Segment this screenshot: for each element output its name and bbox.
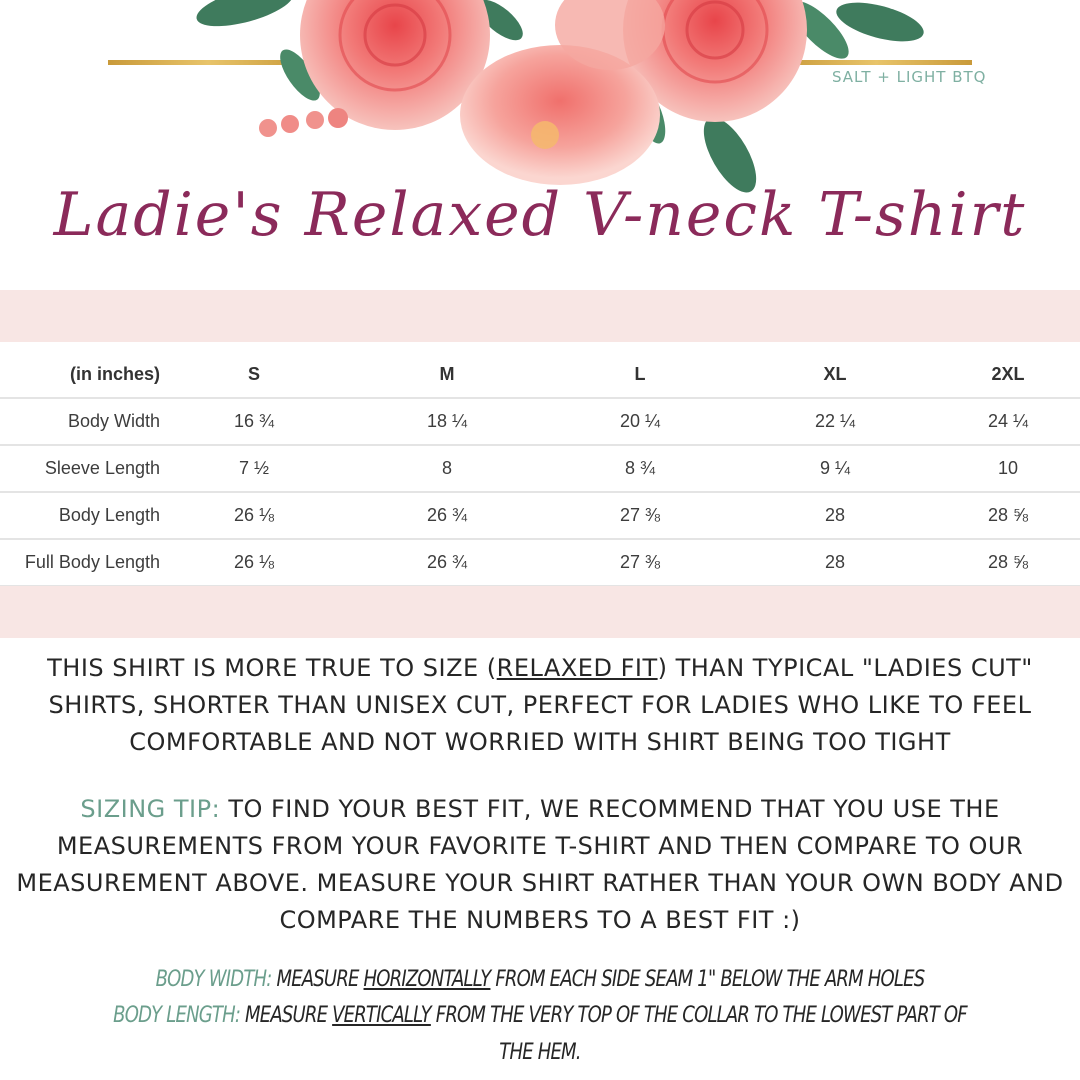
header-unit: (in inches)	[0, 352, 160, 398]
body-width-pre: MEASURE	[271, 967, 364, 992]
cell-value: 20 ¼	[546, 398, 734, 445]
header-size-xl: XL	[734, 352, 936, 398]
cell-value: 26 ¾	[348, 492, 546, 539]
rose-bouquet-illustration	[0, 0, 1080, 200]
cell-value: 18 ¼	[348, 398, 546, 445]
table-row	[0, 398, 1080, 445]
header-size-s: S	[160, 352, 348, 398]
page-title: Ladie's Relaxed V-neck T-shirt	[53, 180, 1027, 250]
cell-value: 24 ¼	[936, 398, 1080, 445]
size-chart-table	[0, 352, 1080, 587]
sizing-tip	[0, 791, 1080, 939]
cell-value: 27 ⅜	[546, 539, 734, 586]
body-width-label: BODY WIDTH:	[155, 967, 272, 992]
brand-name: SALT + LIGHT BTQ	[832, 68, 987, 86]
cell-value: 26 ⅛	[160, 539, 348, 586]
body-width-instruction	[97, 961, 983, 998]
body-length-underlined: VERTICALLY	[332, 1003, 431, 1028]
row-label: Body Width	[0, 398, 160, 445]
fit-note-text-before: THIS SHIRT IS MORE TRUE TO SIZE (	[47, 654, 497, 682]
header-floral	[0, 0, 1080, 290]
cell-value: 28 ⅝	[936, 492, 1080, 539]
table-header-row	[0, 352, 1080, 398]
body-length-label: BODY LENGTH:	[113, 1003, 241, 1028]
cell-value: 28	[734, 492, 936, 539]
body-length-post: FROM THE VERY TOP OF THE COLLAR TO THE LOWEST PART OF THE HEM.	[430, 1003, 967, 1065]
body-length-instruction	[97, 997, 983, 1071]
fit-note	[0, 650, 1080, 761]
row-label: Sleeve Length	[0, 445, 160, 492]
row-label: Body Length	[0, 492, 160, 539]
table-row	[0, 539, 1080, 586]
cell-value: 28 ⅝	[936, 539, 1080, 586]
body-length-pre: MEASURE	[240, 1003, 333, 1028]
cell-value: 7 ½	[160, 445, 348, 492]
cell-value: 10	[936, 445, 1080, 492]
table-row	[0, 492, 1080, 539]
cell-value: 9 ¼	[734, 445, 936, 492]
body-width-post: FROM EACH SIDE SEAM 1" BELOW THE ARM HOLES	[490, 967, 925, 992]
cell-value: 26 ¾	[348, 539, 546, 586]
cell-value: 28	[734, 539, 936, 586]
fit-note-text-after: ) THAN TYPICAL "LADIES CUT" SHIRTS, SHORTER THAN UNISEX CUT, PERFECT FOR LADIES WHO LIKE TO FEEL COMFORTABLE AND NOT WORRIED WITH SHIRT BEING TOO TIGHT	[48, 654, 1033, 756]
header-size-l: L	[546, 352, 734, 398]
sizing-tip-label: SIZING TIP:	[80, 795, 221, 823]
header-size-2xl: 2XL	[936, 352, 1080, 398]
cell-value: 27 ⅜	[546, 492, 734, 539]
cell-value: 16 ¾	[160, 398, 348, 445]
top-pink-band	[0, 290, 1080, 342]
table-row	[0, 445, 1080, 492]
body-width-underlined: HORIZONTALLY	[363, 967, 491, 992]
fit-note-underlined: RELAXED FIT	[496, 654, 658, 682]
header-size-m: M	[348, 352, 546, 398]
bottom-pink-band	[0, 586, 1080, 638]
cell-value: 8 ¾	[546, 445, 734, 492]
sizing-tip-text: TO FIND YOUR BEST FIT, WE RECOMMEND THAT YOU USE THE MEASUREMENTS FROM YOUR FAVORITE T-SHIRT AND THEN COMPARE TO OUR MEASUREMENT ABOVE. MEASURE YOUR SHIRT RATHER THAN YOUR OWN BODY AND COMPARE THE NUMBERS TO A BEST FIT :)	[16, 795, 1064, 934]
cell-value: 22 ¼	[734, 398, 936, 445]
cell-value: 26 ⅛	[160, 492, 348, 539]
cell-value: 8	[348, 445, 546, 492]
row-label: Full Body Length	[0, 539, 160, 586]
